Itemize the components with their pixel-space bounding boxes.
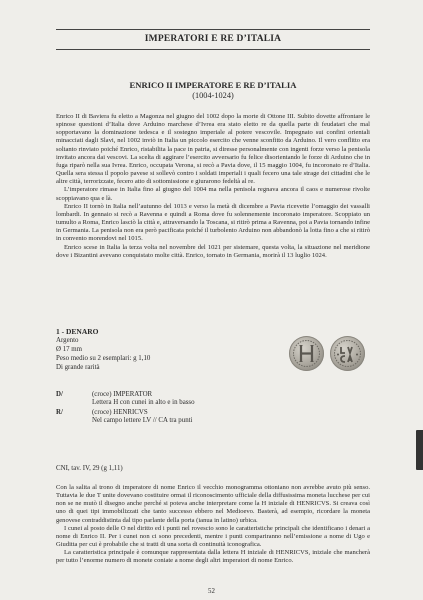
commentary-text <box>56 484 370 566</box>
history-paragraph: Enrico II tornò in Italia nell’autunno del 1013 e verso la metà di dicembre a Pavia ricevette l’omaggio dei vassalli lombardi. In gennaio si recò a Ravenna e quindi a Roma dove fu solennemente incoronato imperatore. Scoppiato un tumulto a Roma, Enrico lasciò la città e, attraversando la Toscana, si ritirò prima a Ravenna, poi a Pavia tornando infine in Germania. La penisola non era però pacificata poiché il turbolento Arduino non abbandonò la lotta fino a che si ritirò in convento morendovi nel 1015. <box>56 202 370 243</box>
reverse-label: R/ <box>56 409 63 416</box>
coin-weight: Peso medio su 2 esemplari: g 1,10 <box>56 355 151 362</box>
coin-entry-title: 1 - DENARO <box>56 327 99 336</box>
page-edge-tab <box>416 430 423 470</box>
reverse-line-1 <box>56 409 148 417</box>
history-paragraph: Enrico scese in Italia la terza volta nel novembre del 1021 per sistemare, questa volta, la situazione nel meridione dove i Bizantini avevano conquistato molte città. Enrico, tornato in Germania, morirà il 13 luglio 1024. <box>56 243 370 259</box>
running-head: IMPERATORI E RE D’ITALIA <box>144 34 282 44</box>
reverse-legend: (croce) HENRICVS <box>92 409 148 416</box>
header-rule-bottom <box>56 49 370 50</box>
coin-rarity: Di grande rarità <box>56 364 100 371</box>
coin-obverse-image <box>289 336 324 371</box>
coin-metal: Argento <box>56 337 79 344</box>
obverse-legend: (croce) IMPERATOR <box>92 391 153 398</box>
obverse-line-2 <box>56 399 195 407</box>
commentary-paragraph: I cunei al posto delle O nel diritto ed i punti nel rovescio sono le caratteristiche principali che identificano i denari a nome di Enrico II. Per i cunei non ci sono precedenti, mentre i punti compariranno nell’emissione a nome di Ugo e Giuditta per cui è probabile che si tratti di una sorta di continuità iconografica. <box>56 524 370 549</box>
coin-diameter: Ø 17 mm <box>56 346 83 353</box>
history-paragraph: L’imperatore rimase in Italia fino al giugno del 1004 ma nella penisola regnava ancora il caos e numerose rivolte scoppiavano qua e là. <box>56 186 370 202</box>
reverse-line-2 <box>56 417 192 425</box>
obverse-field: Lettera H con cunei in alto e in basso <box>92 399 195 406</box>
section-dates: (1004-1024) <box>192 91 234 100</box>
commentary-paragraph: Con la salita al trono di imperatore di nome Enrico il vecchio monogramma ottoniano non avrebbe avuto più senso. Tuttavia le due T unite dovevano costituire ormai il riconoscimento ufficiale della diffusissima moneta lucchese per cui non se ne mutò il disegno anche perché si poteva anche interpretare come la H iniziale di HENRICVS. Si creava così uno di quei tipi immobilizzati che tanto successo ebbero nel Medioevo. Basterà, ad esempio, ricordare la moneta genovese contraddistinta dal tipo parlante della porta (ianua in latino) urbica. <box>56 484 370 524</box>
history-paragraph: Enrico II di Baviera fu eletto a Magonza nel giugno del 1002 dopo la morte di Ottone III. Subito dovette affrontare le spinose questioni d’Italia dove Arduino marchese d’Ivrea era stato eletto re da quella parte di feudatari che mal sopportavano la dominazione tedesca e il sostegno imperiale al potere vescovile. Impegnato sui confini orientali minacciati dagli Slavi, nel 1002 inviò in Italia un piccolo esercito che venne sconfitto da Arduino. Il vero conflitto era soltanto rinviato poiché Enrico, ristabilita la pace in patria, si diresse personalmente con ingenti forze verso la penisola invitato ancora dai vescovi. La scelta di aggirare l’esercito avversario fu felice disorientando le forze di Arduino che in fuga riparò nella sua Ivrea. Enrico, occupata Verona, si recò a Pavia dove, il 15 maggio 1004, fu incoronato re d’Italia. Quella sera stessa il popolo pavese si sollevò contro i soldati imperiali i quali fecero una tale strage dei cittadini che le altre città, terrorizzate, fecero atto di sottomissione e giurarono fedeltà al re. <box>56 113 370 186</box>
coin-reverse-image <box>330 336 365 371</box>
page-number: 52 <box>208 588 215 595</box>
header-rule-top <box>56 29 370 30</box>
reverse-field: Nel campo lettere LV // CA tra punti <box>92 417 193 424</box>
history-text <box>56 113 370 260</box>
obverse-label: D/ <box>56 391 63 398</box>
section-title: ENRICO II IMPERATORE E RE D’ITALIA <box>129 80 297 90</box>
obverse-line-1 <box>56 391 152 399</box>
catalogue-reference: CNI, tav. IV, 29 (g 1,11) <box>56 465 123 472</box>
commentary-paragraph: La caratteristica principale è comunque rappresentata dalla lettera H iniziale di HENRICVS, iniziale che mancherà per tutto l’enorme numero di monete coniate a nome degli altri imperatori di nome Enrico. <box>56 549 370 565</box>
